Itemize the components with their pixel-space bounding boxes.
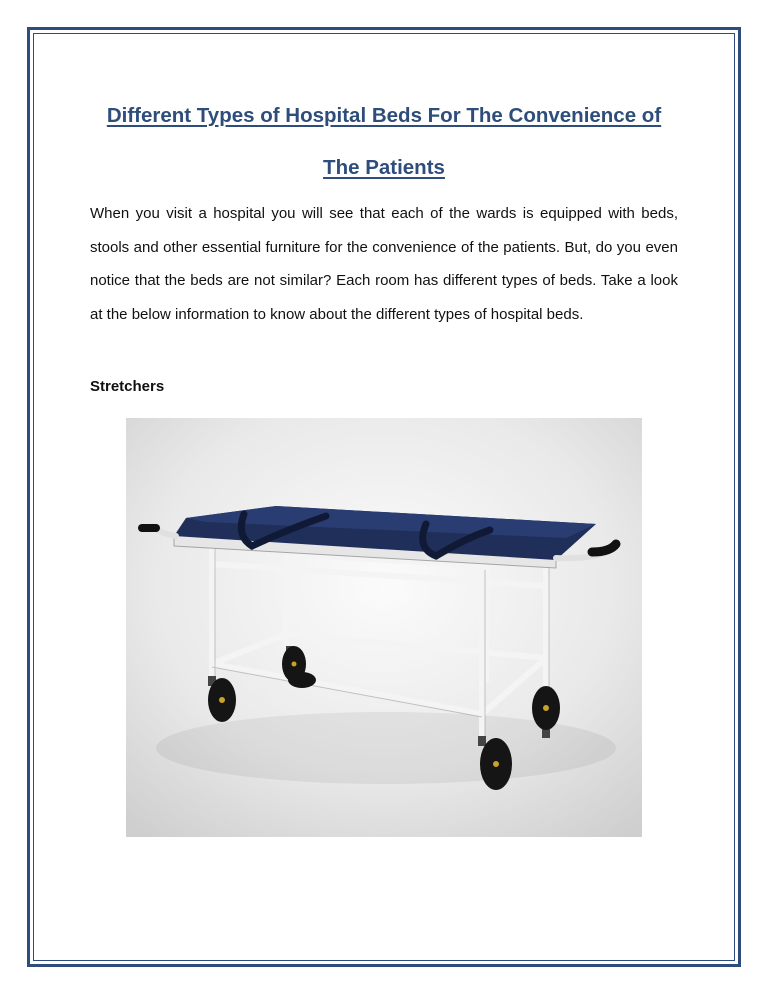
stretcher-photo: [126, 418, 642, 837]
wheel-center: [288, 672, 316, 688]
section-heading-stretchers: Stretchers: [90, 378, 165, 395]
document-title: Different Types of Hospital Beds For The Convenience of The Patients: [106, 104, 662, 179]
intro-paragraph: When you visit a hospital you will see that each of the wards is equipped with beds, stools and other essential furniture for the convenience of the patients. But, do you even notice that the beds are not similar? Each room has different types of beds. Take a look at the below information to know about the different types of hospital beds.: [90, 205, 678, 323]
